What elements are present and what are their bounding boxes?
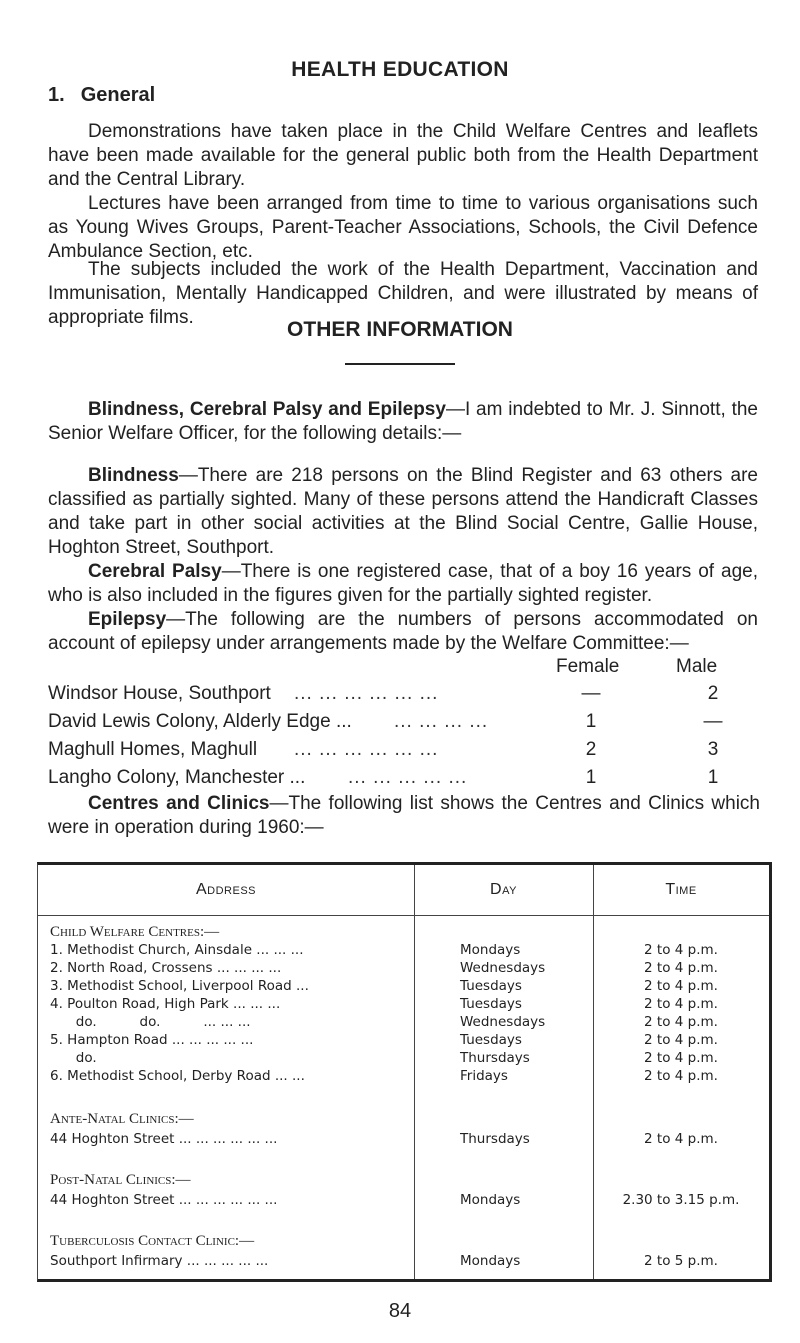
table-row-day: Tuesdays	[460, 1032, 522, 1048]
table-row-address: 5. Hampton Road ... ... ... ... ...	[50, 1032, 254, 1048]
cerebral-lead: Cerebral Palsy	[88, 561, 222, 582]
epilepsy-male-count: 1	[707, 767, 719, 788]
table-row-day: Thursdays	[460, 1131, 530, 1147]
table-row-time: 2 to 4 p.m.	[644, 1050, 718, 1066]
table-row-time: 2 to 4 p.m.	[644, 1032, 718, 1048]
centres-table	[37, 862, 772, 1282]
epilepsy-female-count: 1	[585, 767, 597, 788]
female-column-header: Female	[556, 656, 620, 677]
table-row-day: Wednesdays	[460, 960, 546, 976]
bcpe-lead: Blindness, Cerebral Palsy and Epilepsy	[88, 399, 446, 420]
bcpe-text: —I am indebted to Mr. J. Sinnott, the Senior Welfare Officer, for the following details:—	[48, 399, 758, 444]
section-number: 1.	[48, 84, 65, 106]
table-row-address: do.	[50, 1050, 97, 1066]
group-label-post-natal: Post-Natal Clinics:—	[50, 1172, 191, 1188]
table-row-time: 2 to 5 p.m.	[644, 1253, 718, 1269]
table-row-time: 2 to 4 p.m.	[644, 960, 718, 976]
other-information-heading: OTHER INFORMATION	[287, 318, 513, 341]
heading-rule	[345, 363, 455, 365]
header-divider	[38, 915, 769, 916]
epilepsy-row	[48, 739, 758, 763]
day-header: Day	[490, 881, 517, 898]
epilepsy-female-count: 1	[585, 711, 597, 732]
leader-dots: ... ... ... ... ... ...	[294, 683, 439, 704]
time-header: Time	[665, 881, 697, 898]
table-row-address: Southport Infirmary ... ... ... ... ...	[50, 1253, 269, 1269]
section-heading	[48, 84, 155, 107]
page-heading: HEALTH EDUCATION	[291, 58, 509, 81]
paragraph-epilepsy	[48, 608, 758, 656]
epilepsy-female-count: —	[581, 683, 601, 704]
cerebral-text: —There is one registered case, that of a boy 16 years of age, who is also included in the figures given for the partially sighted register.	[48, 561, 758, 606]
table-row-time: 2 to 4 p.m.	[644, 1014, 718, 1030]
table-row-time: 2 to 4 p.m.	[644, 1131, 718, 1147]
paragraph-demonstrations: Demonstrations have taken place in the Child Welfare Centres and leaflets have been made available for the general public both from the Health Department and the Central Library.	[48, 121, 758, 190]
table-row-address: 2. North Road, Crossens ... ... ... ...	[50, 960, 282, 976]
table-row-address: 1. Methodist Church, Ainsdale ... ... ...	[50, 942, 304, 958]
epilepsy-row-name: David Lewis Colony, Alderly Edge ...	[48, 711, 352, 732]
group-label-child-welfare: Child Welfare Centres:—	[50, 924, 220, 940]
epilepsy-row	[48, 683, 758, 707]
paragraph-blindness	[48, 464, 758, 560]
section-title: General	[80, 84, 156, 106]
table-row-time: 2 to 4 p.m.	[644, 942, 718, 958]
epilepsy-male-count: 2	[707, 683, 719, 704]
paragraph-lectures: Lectures have been arranged from time to time to various organisations such as Young Wives Groups, Parent-Teacher Associations, Schools, the Civil Defence Ambulance Section, etc.	[48, 193, 758, 262]
epilepsy-female-count: 2	[585, 739, 597, 760]
table-row-address: 44 Hoghton Street ... ... ... ... ... ...	[50, 1131, 278, 1147]
table-row-day: Fridays	[460, 1068, 508, 1084]
paragraph-bcpe	[48, 398, 758, 446]
epilepsy-male-count: —	[703, 711, 723, 732]
table-row-address: 6. Methodist School, Derby Road ... ...	[50, 1068, 305, 1084]
table-row-day: Mondays	[460, 942, 521, 958]
table-row-day: Wednesdays	[460, 1014, 546, 1030]
table-row-address: do. do. ... ... ...	[50, 1014, 251, 1030]
epilepsy-row	[48, 767, 758, 791]
table-row-day: Tuesdays	[460, 996, 522, 1012]
epilepsy-row-name: Langho Colony, Manchester ...	[48, 767, 306, 788]
table-row-address: 3. Methodist School, Liverpool Road ...	[50, 978, 309, 994]
group-label-ante-natal: Ante-Natal Clinics:—	[50, 1111, 194, 1127]
male-column-header: Male	[676, 656, 718, 677]
blindness-text: —There are 218 persons on the Blind Register and 63 others are classified as partially sighted. Many of these persons attend the Handicraft Classes and take part in other social activities at the Blind Social Centre, Gallie House, Hoghton Street, Southport.	[48, 465, 758, 558]
table-row-day: Mondays	[460, 1253, 521, 1269]
leader-dots: ... ... ... ... ... ...	[294, 739, 439, 760]
leader-dots: ... ... ... ... ...	[348, 767, 468, 788]
epilepsy-lead: Epilepsy	[88, 609, 167, 630]
paragraph-centres	[48, 792, 760, 840]
table-row-address: 4. Poulton Road, High Park ... ... ...	[50, 996, 281, 1012]
table-row-time: 2.30 to 3.15 p.m.	[622, 1192, 740, 1208]
address-header: Address	[195, 881, 256, 898]
centres-lead: Centres and Clinics	[88, 793, 270, 814]
table-row-day: Thursdays	[460, 1050, 530, 1066]
group-label-tuberculosis: Tuberculosis Contact Clinic:—	[50, 1233, 255, 1249]
column-divider	[414, 865, 415, 1279]
epilepsy-row	[48, 711, 758, 735]
leader-dots: ... ... ... ...	[394, 711, 489, 732]
epilepsy-text: —The following are the numbers of persons accommodated on account of epilepsy under arrangements made by the Welfare Committee:—	[48, 609, 758, 654]
table-row-day: Mondays	[460, 1192, 521, 1208]
epilepsy-row-name: Windsor House, Southport	[48, 683, 271, 704]
page-number: 84	[388, 1300, 412, 1322]
table-row-day: Tuesdays	[460, 978, 522, 994]
table-row-time: 2 to 4 p.m.	[644, 978, 718, 994]
table-row-time: 2 to 4 p.m.	[644, 996, 718, 1012]
centres-text: —The following list shows the Centres and Clinics which were in operation during 1960:—	[48, 793, 760, 838]
paragraph-subjects: The subjects included the work of the Health Department, Vaccination and Immunisation, Mentally Handicapped Children, and were illustrated by means of appropriate films.	[48, 259, 758, 328]
table-row-address: 44 Hoghton Street ... ... ... ... ... ...	[50, 1192, 278, 1208]
epilepsy-male-count: 3	[707, 739, 719, 760]
blindness-lead: Blindness	[88, 465, 179, 486]
table-row-time: 2 to 4 p.m.	[644, 1068, 718, 1084]
epilepsy-row-name: Maghull Homes, Maghull	[48, 739, 258, 760]
paragraph-cerebral-palsy	[48, 560, 758, 608]
